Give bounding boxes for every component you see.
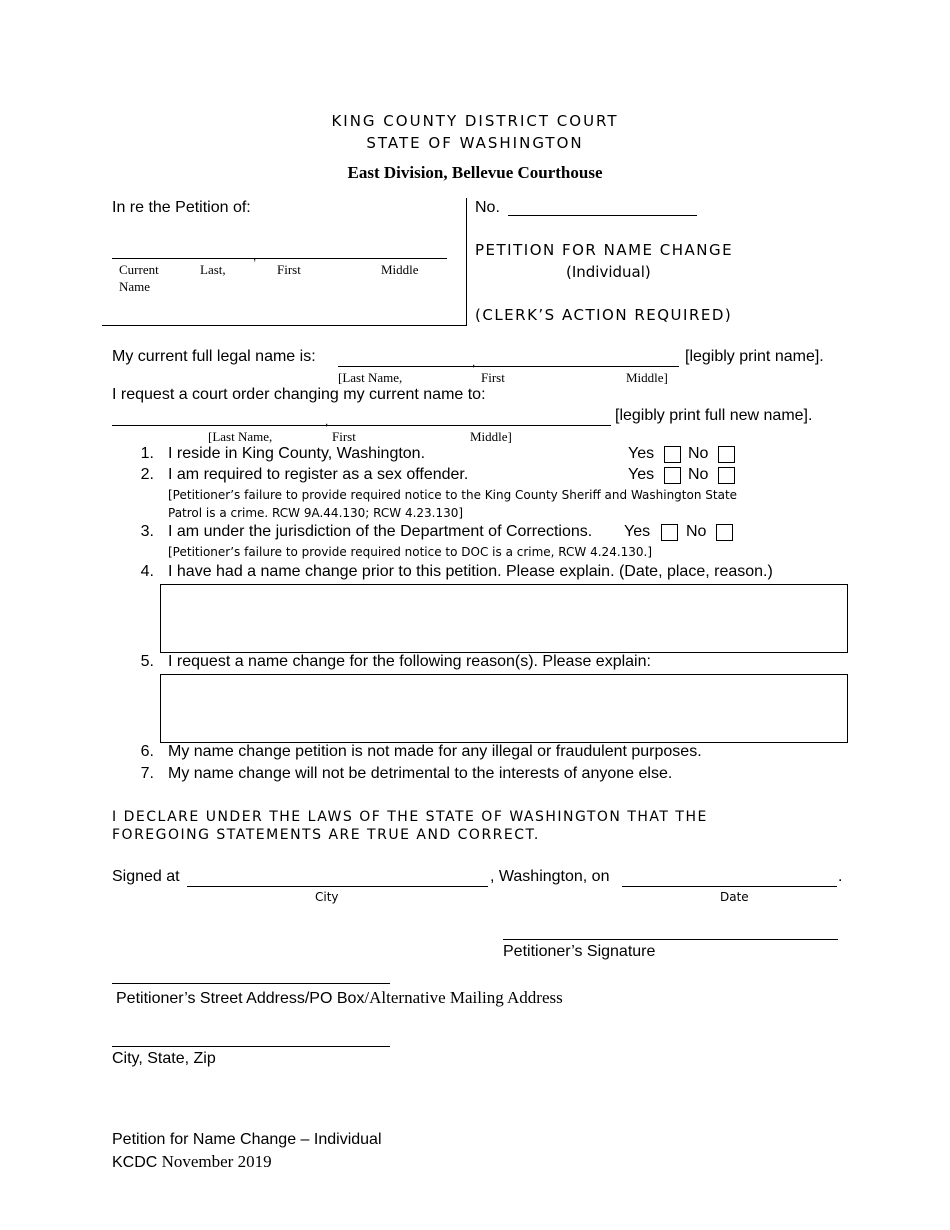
item-2-note-1: [Petitioner’s failure to provide required notice to the King County Sheriff and Washington State — [168, 488, 738, 502]
city-state-zip-label: City, State, Zip — [112, 1050, 216, 1067]
sub2-middle-label: Middle] — [470, 429, 512, 444]
item-1-yes-checkbox[interactable] — [664, 446, 681, 463]
sub-middle-label: Middle] — [626, 370, 668, 385]
item-6-text: My name change petition is not made for any illegal or fraudulent purposes. — [168, 743, 702, 760]
last-label: Last, — [200, 262, 226, 277]
item-5-text: I request a name change for the following reason(s). Please explain: — [168, 653, 651, 670]
city-state-zip-line[interactable] — [112, 1046, 390, 1047]
prior-name-change-explanation-box[interactable] — [160, 584, 848, 653]
sub2-last-label: [Last Name, — [208, 429, 273, 444]
current-name-label: Current — [119, 262, 159, 277]
item-1-yes-label: Yes — [628, 445, 655, 462]
signature-label: Petitioner’s Signature — [503, 943, 656, 960]
street-address-label-b: /Alternative Mailing Address — [364, 988, 563, 1007]
item-1-no-label: No — [688, 445, 709, 462]
current-name-comma: , — [472, 355, 476, 369]
caption-divider — [466, 198, 467, 326]
signature-line[interactable] — [503, 939, 838, 940]
new-name-comma: , — [325, 414, 329, 428]
item-5-number: 5. — [140, 653, 154, 670]
middle-label: Middle — [381, 262, 419, 277]
item-1-no-checkbox[interactable] — [718, 446, 735, 463]
item-2-number: 2. — [140, 466, 154, 483]
item-4-number: 4. — [140, 563, 154, 580]
request-prefix: I request a court order changing my current name to: — [112, 386, 486, 403]
item-2-yes-checkbox[interactable] — [664, 467, 681, 484]
item-6-number: 6. — [140, 743, 154, 760]
request-suffix: [legibly print full new name]. — [615, 407, 813, 424]
item-1-text: I reside in King County, Washington. — [168, 445, 426, 462]
item-2-no-checkbox[interactable] — [718, 467, 735, 484]
item-2-text: I am required to register as a sex offender. — [168, 466, 469, 483]
reason-explanation-box[interactable] — [160, 674, 848, 743]
declaration-line-1: I DECLARE UNDER THE LAWS OF THE STATE OF WASHINGTON THAT THE — [112, 809, 708, 825]
case-number-label: No. — [475, 199, 500, 216]
item-3-yes-checkbox[interactable] — [661, 524, 678, 541]
caption-comma: , — [253, 249, 257, 263]
court-name: KING COUNTY DISTRICT COURT — [331, 112, 619, 130]
signed-city-line[interactable] — [187, 886, 488, 887]
signed-period: . — [838, 868, 843, 885]
sub-last-label: [Last Name, — [338, 370, 403, 385]
sub-first-label: First — [481, 370, 505, 385]
date-caption: Date — [720, 890, 749, 904]
footer-form-name: Petition for Name Change – Individual — [112, 1131, 382, 1148]
new-name-line[interactable] — [112, 425, 611, 426]
washington-on-label: , Washington, on — [490, 868, 610, 885]
item-2-yes-label: Yes — [628, 466, 655, 483]
current-name-prefix: My current full legal name is: — [112, 348, 316, 365]
first-label: First — [277, 262, 301, 277]
in-re-label: In re the Petition of: — [112, 199, 251, 216]
item-3-number: 3. — [140, 523, 154, 540]
petition-title: PETITION FOR NAME CHANGE — [475, 241, 734, 259]
item-4-text: I have had a name change prior to this petition. Please explain. (Date, place, reason.) — [168, 563, 773, 580]
item-7-text: My name change will not be detrimental to the interests of anyone else. — [168, 765, 673, 782]
clerk-action-note: (CLERK’S ACTION REQUIRED) — [475, 306, 733, 324]
street-address-label-a: Petitioner’s Street Address/PO Box — [116, 990, 365, 1007]
sub2-first-label: First — [332, 429, 356, 444]
item-7-number: 7. — [140, 765, 154, 782]
signed-at-label: Signed at — [112, 868, 180, 885]
state-name: STATE OF WASHINGTON — [366, 134, 584, 152]
item-3-yes-label: Yes — [624, 523, 651, 540]
street-address-label — [116, 988, 563, 1008]
footer-date: November 2019 — [157, 1152, 272, 1171]
city-caption: City — [315, 890, 339, 904]
street-address-line[interactable] — [112, 983, 390, 984]
current-name-label-2: Name — [119, 279, 151, 294]
petition-subtitle: (Individual) — [566, 263, 651, 281]
item-3-note: [Petitioner’s failure to provide required notice to DOC is a crime, RCW 4.24.130.] — [168, 545, 653, 559]
case-number-line[interactable] — [508, 215, 697, 216]
signed-date-line[interactable] — [622, 886, 837, 887]
footer-form-id — [112, 1152, 272, 1172]
item-1-number: 1. — [140, 445, 154, 462]
item-3-no-label: No — [686, 523, 707, 540]
item-3-no-checkbox[interactable] — [716, 524, 733, 541]
item-3-text: I am under the jurisdiction of the Department of Corrections. — [168, 523, 593, 540]
declaration-line-2: FOREGOING STATEMENTS ARE TRUE AND CORRECT. — [112, 827, 540, 843]
caption-bottom-rule — [102, 325, 466, 326]
current-full-name-line[interactable] — [338, 366, 679, 367]
division-name: East Division, Bellevue Courthouse — [347, 163, 603, 182]
current-name-line[interactable] — [112, 258, 447, 259]
item-2-no-label: No — [688, 466, 709, 483]
footer-kcdc: KCDC — [112, 1154, 158, 1171]
current-name-suffix: [legibly print name]. — [685, 348, 824, 365]
item-2-note-2: Patrol is a crime. RCW 9A.44.130; RCW 4.23.130] — [168, 506, 464, 520]
